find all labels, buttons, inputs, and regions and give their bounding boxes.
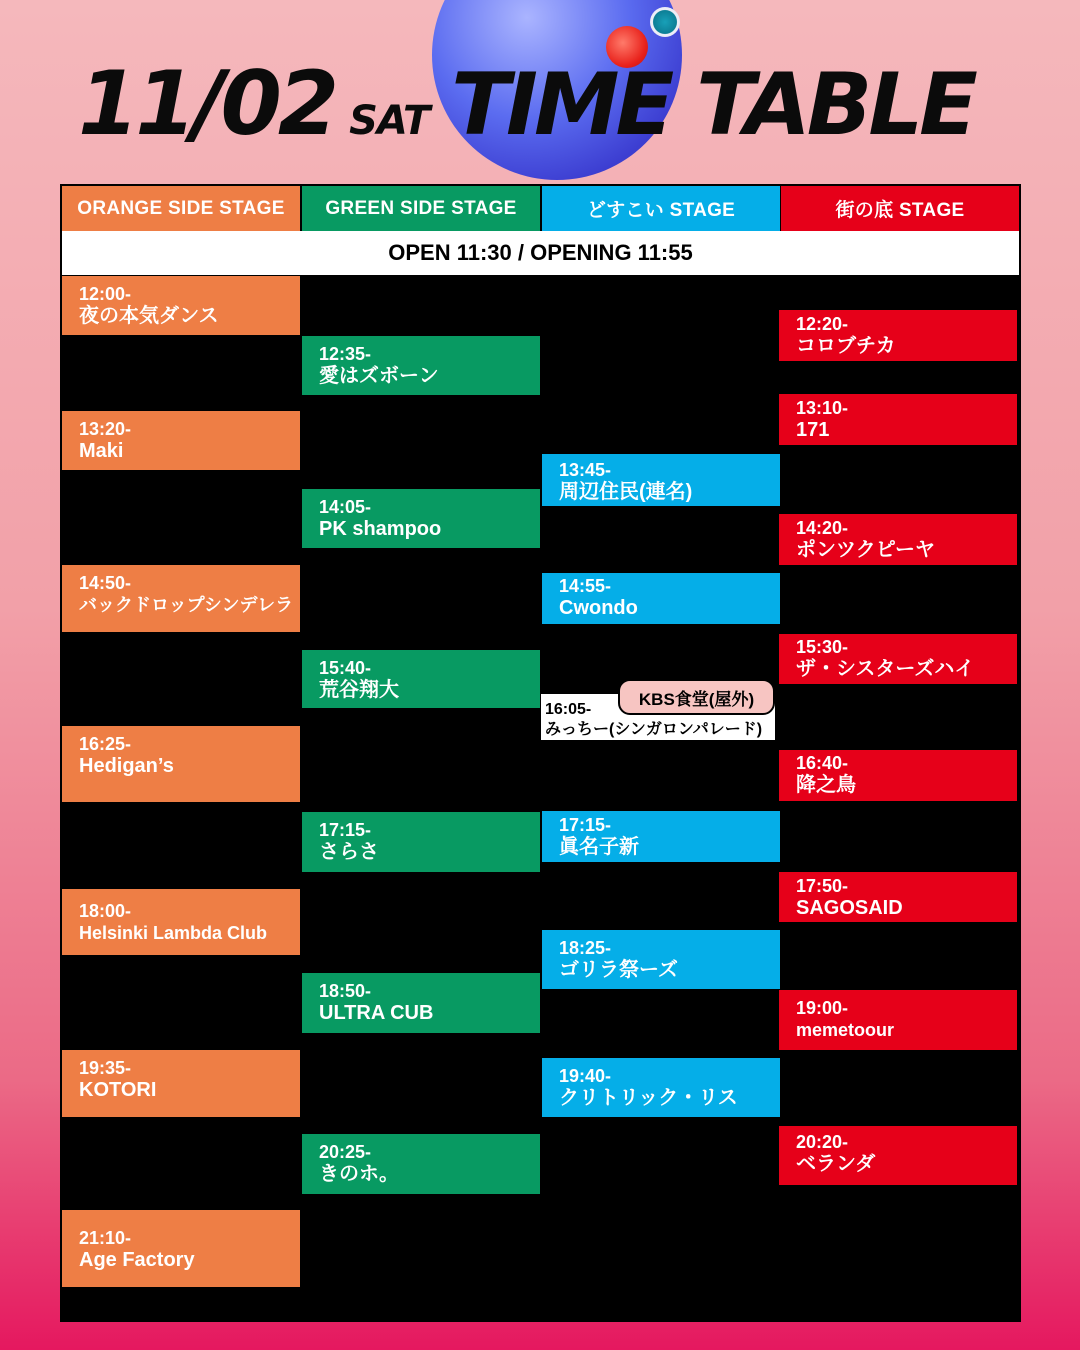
slot-time: 13:10-	[796, 398, 849, 418]
slot-artist: 荒谷翔大	[319, 679, 399, 701]
slot-machinosoko-1[interactable]	[779, 310, 1017, 361]
kbs-location-tag: KBS食堂(屋外)	[618, 679, 775, 715]
slot-time: 18:00-	[79, 901, 132, 921]
slot-time: 20:20-	[796, 1132, 849, 1152]
slot-artist: さらさ	[319, 841, 379, 863]
slot-machinosoko-7[interactable]	[779, 990, 1017, 1050]
slot-artist: SAGOSAID	[796, 897, 903, 919]
slot-orange-3[interactable]	[62, 565, 300, 632]
slot-time: 14:20-	[796, 518, 849, 538]
slot-artist: 降之鳥	[796, 774, 856, 796]
stage-header-machinosoko: 街の底 STAGE	[781, 186, 1019, 231]
slot-time: 16:40-	[796, 753, 849, 773]
open-time-bar: OPEN 11:30 / OPENING 11:55	[62, 231, 1019, 275]
slot-time: 14:05-	[319, 497, 372, 517]
slot-time: 20:25-	[319, 1142, 372, 1162]
slot-time: 19:35-	[79, 1058, 132, 1078]
event-date: 11/02	[78, 52, 336, 155]
slot-artist: 171	[796, 419, 830, 441]
timetable-board	[60, 184, 1021, 1322]
slot-time: 12:20-	[796, 314, 849, 334]
slot-time: 14:50-	[79, 573, 132, 593]
slot-artist: きのホ。	[319, 1163, 399, 1185]
slot-time: 15:30-	[796, 637, 849, 657]
slot-time: 21:10-	[79, 1228, 132, 1248]
slot-green-3[interactable]	[302, 650, 540, 708]
slot-artist: Hedigan’s	[79, 755, 174, 777]
slot-orange-6[interactable]	[62, 1050, 300, 1117]
stage-header-green: GREEN SIDE STAGE	[302, 186, 540, 231]
slot-artist: Age Factory	[79, 1249, 195, 1271]
slot-dosukoi-2[interactable]	[542, 573, 780, 624]
slot-machinosoko-4[interactable]	[779, 634, 1017, 684]
slot-time: 15:40-	[319, 658, 372, 678]
stage-header-dosukoi: どすこい STAGE	[542, 186, 780, 231]
slot-artist: Maki	[79, 440, 124, 462]
slot-time: 19:00-	[796, 998, 849, 1018]
slot-artist: Cwondo	[559, 597, 638, 619]
kbs-slot-time: 16:05-	[545, 701, 592, 718]
slot-green-4[interactable]	[302, 812, 540, 872]
slot-time: 17:50-	[796, 876, 849, 896]
slot-dosukoi-3[interactable]	[542, 811, 780, 862]
slot-machinosoko-6[interactable]	[779, 872, 1017, 922]
slot-orange-4[interactable]	[62, 726, 300, 802]
slot-artist: ベランダ	[796, 1153, 876, 1175]
slot-dosukoi-4[interactable]	[542, 930, 780, 989]
slot-time: 18:25-	[559, 938, 612, 958]
slot-dosukoi-1[interactable]	[542, 454, 780, 506]
slot-green-2[interactable]	[302, 489, 540, 548]
slot-machinosoko-8[interactable]	[779, 1126, 1017, 1185]
slot-machinosoko-3[interactable]	[779, 514, 1017, 565]
slot-orange-2[interactable]	[62, 411, 300, 470]
slot-artist: KOTORI	[79, 1079, 157, 1101]
slot-time: 19:40-	[559, 1066, 612, 1086]
slot-time: 16:25-	[79, 734, 132, 754]
slot-artist: 眞名子新	[559, 836, 639, 858]
slot-artist: 夜の本気ダンス	[79, 305, 219, 327]
slot-artist: バックドロップシンデレラ	[79, 595, 294, 615]
slot-artist: クリトリック・リス	[559, 1087, 738, 1109]
slot-time: 18:50-	[319, 981, 372, 1001]
page-title	[78, 52, 974, 155]
slot-time: 13:45-	[559, 460, 612, 480]
teal-moon-decoration	[650, 7, 680, 37]
slot-green-5[interactable]	[302, 973, 540, 1033]
slot-artist: ポンツクピーヤ	[796, 539, 935, 561]
slot-artist: ゴリラ祭ーズ	[559, 959, 678, 981]
kbs-slot-artist: みっちー(シンガロンパレード)	[545, 721, 763, 738]
title-text: TIME TABLE	[451, 55, 974, 155]
slot-artist: memetoour	[796, 1020, 895, 1040]
stage-header-orange: ORANGE SIDE STAGE	[62, 186, 300, 231]
slot-time: 12:35-	[319, 344, 372, 364]
slot-orange-1[interactable]	[62, 276, 300, 335]
slot-artist: PK shampoo	[319, 518, 442, 540]
slot-artist: ULTRA CUB	[319, 1002, 434, 1024]
slot-orange-7[interactable]	[62, 1210, 300, 1287]
slot-artist: 周辺住民(連名)	[559, 481, 693, 503]
slot-dosukoi-5[interactable]	[542, 1058, 780, 1117]
slot-machinosoko-5[interactable]	[779, 750, 1017, 801]
slot-time: 12:00-	[79, 284, 132, 304]
slot-time: 14:55-	[559, 576, 612, 596]
slot-orange-5[interactable]	[62, 889, 300, 955]
event-day: SAT	[349, 98, 430, 144]
slot-machinosoko-2[interactable]	[779, 394, 1017, 445]
slot-artist: Helsinki Lambda Club	[79, 923, 268, 943]
slot-green-6[interactable]	[302, 1134, 540, 1194]
slot-artist: 愛はズボーン	[319, 365, 439, 387]
slot-green-1[interactable]	[302, 336, 540, 395]
slot-time: 17:15-	[559, 815, 612, 835]
slot-time: 17:15-	[319, 820, 372, 840]
slot-artist: コロブチカ	[796, 335, 896, 357]
slot-artist: ザ・シスターズハイ	[796, 658, 975, 680]
slot-time: 13:20-	[79, 419, 132, 439]
